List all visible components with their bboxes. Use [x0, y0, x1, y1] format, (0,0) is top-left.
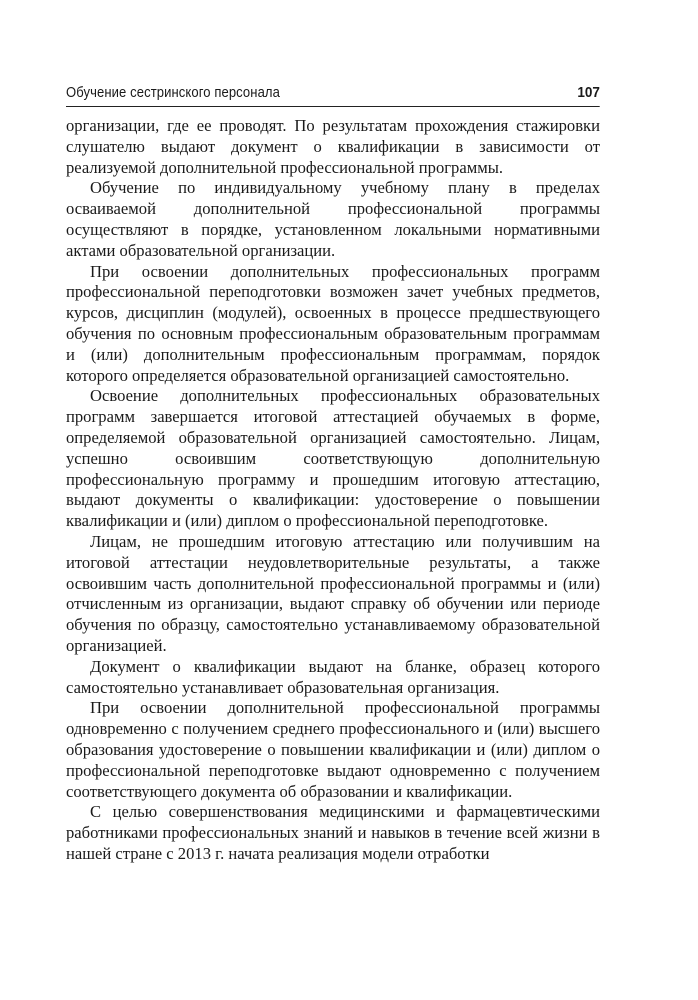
page-number: 107	[577, 84, 600, 101]
paragraph: При освоении дополнительной профессиональной программы одновременно с получением среднего профессионального и (или) высшего образования удостоверение о повышении квалификации и (или) диплом о профессиональной переподготовке выдают одновременно с получением соответствующего документа об образовании и квалификации.	[66, 698, 600, 801]
paragraph: Освоение дополнительных профессиональных образовательных программ завершается итоговой аттестацией обучаемых в форме, определяемой образовательной организацией самостоятельно. Лицам, успешно освоившим соответствующую дополнительную профессиональную программу и прошедшим итоговую аттестацию, выдают документы о квалификации: удостоверение о повышении квалификации и (или) диплом о профессиональной переподготовке.	[66, 386, 600, 531]
body-text	[66, 116, 600, 865]
book-page	[66, 84, 600, 865]
running-title: Обучение сестринского персонала	[66, 85, 280, 101]
paragraph-continuation: организации, где ее проводят. По результатам прохождения стажировки слушателю выдают документ о квалификации в зависимости от реализуемой дополнительной профессиональной программы.	[66, 116, 600, 177]
paragraph: Документ о квалификации выдают на бланке, образец которого самостоятельно устанавливает образовательная организация.	[66, 656, 600, 697]
paragraph: При освоении дополнительных профессиональных программ профессиональной переподготовки возможен зачет учебных предметов, курсов, дисциплин (модулей), освоенных в процессе предшествующего обучения по основным профессиональным образовательным программам и (или) дополнительным профессиональным программам, порядок которого определяется образовательной организацией самостоятельно.	[66, 261, 600, 385]
paragraph: Обучение по индивидуальному учебному плану в пределах осваиваемой дополнительной профессиональной программы осуществляют в порядке, установленном локальными нормативными актами образовательной организации.	[66, 178, 600, 260]
running-header	[66, 84, 600, 107]
paragraph: С целью совершенствования медицинскими и фармацевтическими работниками профессиональных знаний и навыков в течение всей жизни в нашей стране с 2013 г. начата реализация модели отработки	[66, 802, 600, 863]
paragraph: Лицам, не прошедшим итоговую аттестацию или получившим на итоговой аттестации неудовлетворительные результаты, а также освоившим часть дополнительной профессиональной программы и (или) отчисленным из организации, выдают справку об обучении или периоде обучения по образцу, самостоятельно устанавливаемому образовательной организацией.	[66, 531, 600, 655]
